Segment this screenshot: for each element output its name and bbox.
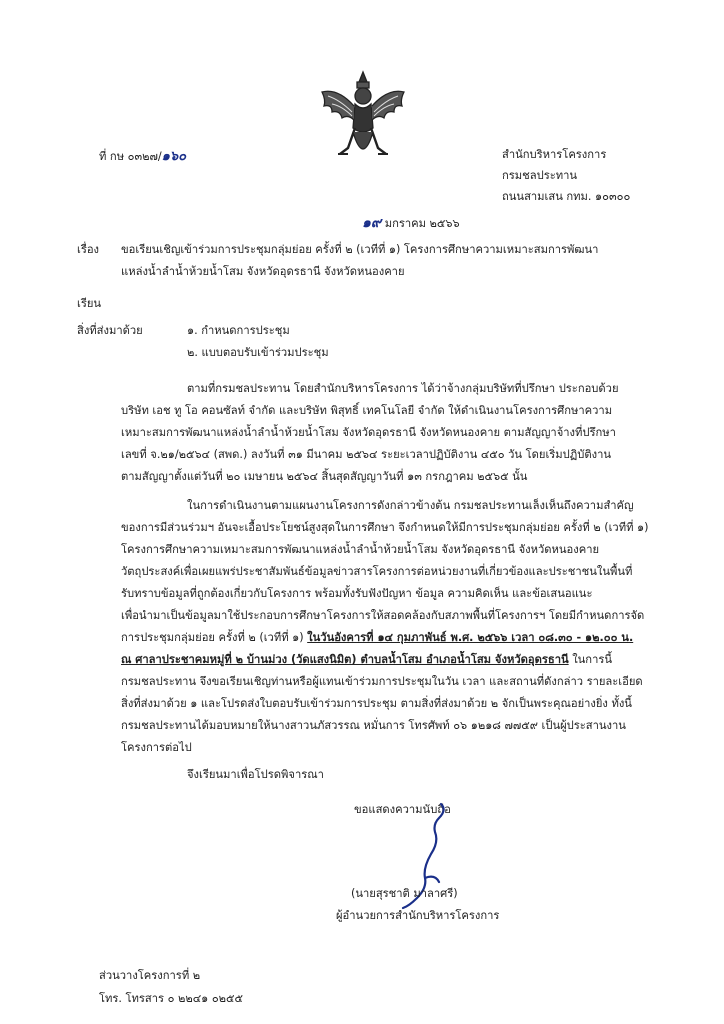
para2-tail-line: โครงการต่อไป — [121, 741, 192, 754]
para2-line: ในการดำเนินงานตามแผนงานโครงการดังกล่าวข้างต้น กรมชลประทานเล็งเห็นถึงความสำคัญ — [187, 499, 634, 512]
enclosure-label: สิ่งที่ส่งมาด้วย — [77, 324, 143, 337]
subject-line-1: ขอเรียนเชิญเข้าร่วมการประชุมกลุ่มย่อย ครั้งที่ ๒ (เวทีที่ ๑) โครงการศึกษาความเหมาะสมการพัฒนา — [121, 243, 599, 256]
para1-line: ตามสัญญาตั้งแต่วันที่ ๒๐ เมษายน ๒๕๖๔ สิ้นสุดสัญญาวันที่ ๑๓ กรกฎาคม ๒๕๖๕ นั้น — [121, 470, 528, 483]
subject-line-2: แหล่งน้ำลำน้ำห้วยน้ำโสม จังหวัดอุดรธานี จังหวัดหนองคาย — [121, 265, 405, 278]
garuda-emblem-icon — [318, 70, 408, 168]
signer-name: (นายสุรชาติ มาลาศรี) — [351, 887, 458, 900]
para2-line: ของการมีส่วนร่วมฯ อันจะเอื้อประโยชน์สูงสุดในการศึกษา จึงกำหนดให้มีการประชุมกลุ่มย่อย ครั้งที่ ๒ (เวทีที่ ๑) — [121, 521, 649, 534]
subject-label: เรื่อง — [77, 243, 100, 256]
para2-line: โครงการศึกษาความเหมาะสมการพัฒนาแหล่งน้ำลำน้ำห้วยน้ำโสม จังหวัดอุดรธานี จังหวัดหนองคาย — [121, 543, 600, 556]
para2-tail-line: กรมชลประทาน จึงขอเรียนเชิญท่านหรือผู้แทนเข้าร่วมการประชุมในวัน เวลา และสถานที่ดังกล่าว รายละเอียด — [121, 675, 643, 688]
org-line-3: ถนนสามเสน กทม. ๑๐๓๐๐ — [502, 190, 631, 203]
footer-department: ส่วนวางโครงการที่ ๒ — [99, 969, 201, 982]
closing-request: จึงเรียนมาเพื่อโปรดพิจารณา — [187, 768, 324, 781]
footer-phone: โทร. โทรสาร ๐ ๒๒๔๑ ๐๒๕๕ — [99, 992, 243, 1005]
event-datetime-line — [121, 628, 633, 646]
para2-line: เพื่อนำมาเป็นข้อมูลมาใช้ประกอบการศึกษาโครงการให้สอดคล้องกับสภาพพื้นที่โครงการฯ โดยมีกำหนดการจัด — [121, 609, 645, 622]
para2-line: รับทราบข้อมูลที่ถูกต้องเกี่ยวกับโครงการ พร้อมทั้งรับฟังปัญหา ข้อมูล ความคิดเห็น และข้อเสนอแนะ — [121, 587, 593, 600]
date-month-year: มกราคม ๒๕๖๖ — [384, 217, 460, 230]
event-meeting-text: การประชุมกลุ่มย่อย ครั้งที่ ๒ (เวทีที่ ๑) — [121, 631, 304, 644]
para2-tail-line: กรมชลประทานได้มอบหมายให้นางสาวนภัสวรรณ หมั่นการ โทรศัพท์ ๐๖ ๑๒๑๘ ๗๗๕๙ เป็นผู้ประสานงาน — [121, 719, 626, 732]
reference-number — [99, 145, 186, 166]
org-line-2: กรมชลประทาน — [502, 169, 578, 182]
enclosure-item-1: ๑. กำหนดการประชุม — [187, 324, 290, 337]
enclosure-item-2: ๒. แบบตอบรับเข้าร่วมประชุม — [187, 346, 329, 359]
para2-tail-line: สิ่งที่ส่งมาด้วย ๑ และโปรดส่งใบตอบรับเข้าร่วมการประชุม ตามสิ่งที่ส่งมาด้วย ๒ จักเป็นพระคุณอย่างยิ่ง ทั้งนี้ — [121, 697, 632, 710]
event-venue-line — [121, 650, 612, 668]
reference-prefix: ที่ กษ ๐๓๒๗/ — [99, 150, 162, 163]
para1-line: บริษัท เอช ทู โอ คอนซัลท์ จำกัด และบริษัท พิสุทธิ์ เทคโนโลยี จำกัด ให้ดำเนินงานโครงการศึกษาความ — [121, 404, 613, 417]
para1-line: ตามที่กรมชลประทาน โดยสำนักบริหารโครงการ ได้ว่าจ้างกลุ่มบริษัทที่ปรึกษา ประกอบด้วย — [187, 382, 619, 395]
para1-line: เหมาะสมการพัฒนาแหล่งน้ำลำน้ำห้วยน้ำโสม จังหวัดอุดรธานี จังหวัดหนองคาย ตามสัญญาจ้างที่ปรึกษา — [121, 426, 616, 439]
para1-line: เลขที่ จ.๒๑/๒๕๖๔ (สพด.) ลงวันที่ ๓๑ มีนาคม ๒๕๖๔ ระยะเวลาปฏิบัติงาน ๔๕๐ วัน โดยเริ่มปฏิบัติงาน — [121, 448, 612, 461]
org-line-1: สำนักบริหารโครงการ — [502, 148, 607, 161]
para2-line: วัตถุประสงค์เพื่อเผยแพร่ประชาสัมพันธ์ข้อมูลข่าวสารโครงการต่อหน่วยงานที่เกี่ยวข้องและประชาชนในพื้นที่ — [121, 565, 633, 578]
signer-title: ผู้อำนวยการสำนักบริหารโครงการ — [336, 909, 500, 922]
date-day-handwritten: ๑๙ — [362, 215, 382, 231]
closing-regards: ขอแสดงความนับถือ — [354, 803, 451, 816]
reference-number-handwritten: ๑๖๐ — [161, 149, 187, 164]
salutation: เรียน — [77, 297, 102, 310]
event-venue: ณ ศาลาประชาคมหมู่ที่ ๒ บ้านม่วง (วัดแสงนิมิต) ตำบลน้ำโสม อำเภอน้ำโสม จังหวัดอุดรธานี — [121, 653, 569, 666]
venue-continuation: ในการนี้ — [568, 653, 613, 666]
event-datetime: ในวันอังคารที่ ๑๔ กุมภาพันธ์ พ.ศ. ๒๕๖๖ เวลา ๐๘.๓๐ - ๑๒.๐๐ น. — [307, 631, 634, 644]
letter-date — [362, 212, 460, 234]
